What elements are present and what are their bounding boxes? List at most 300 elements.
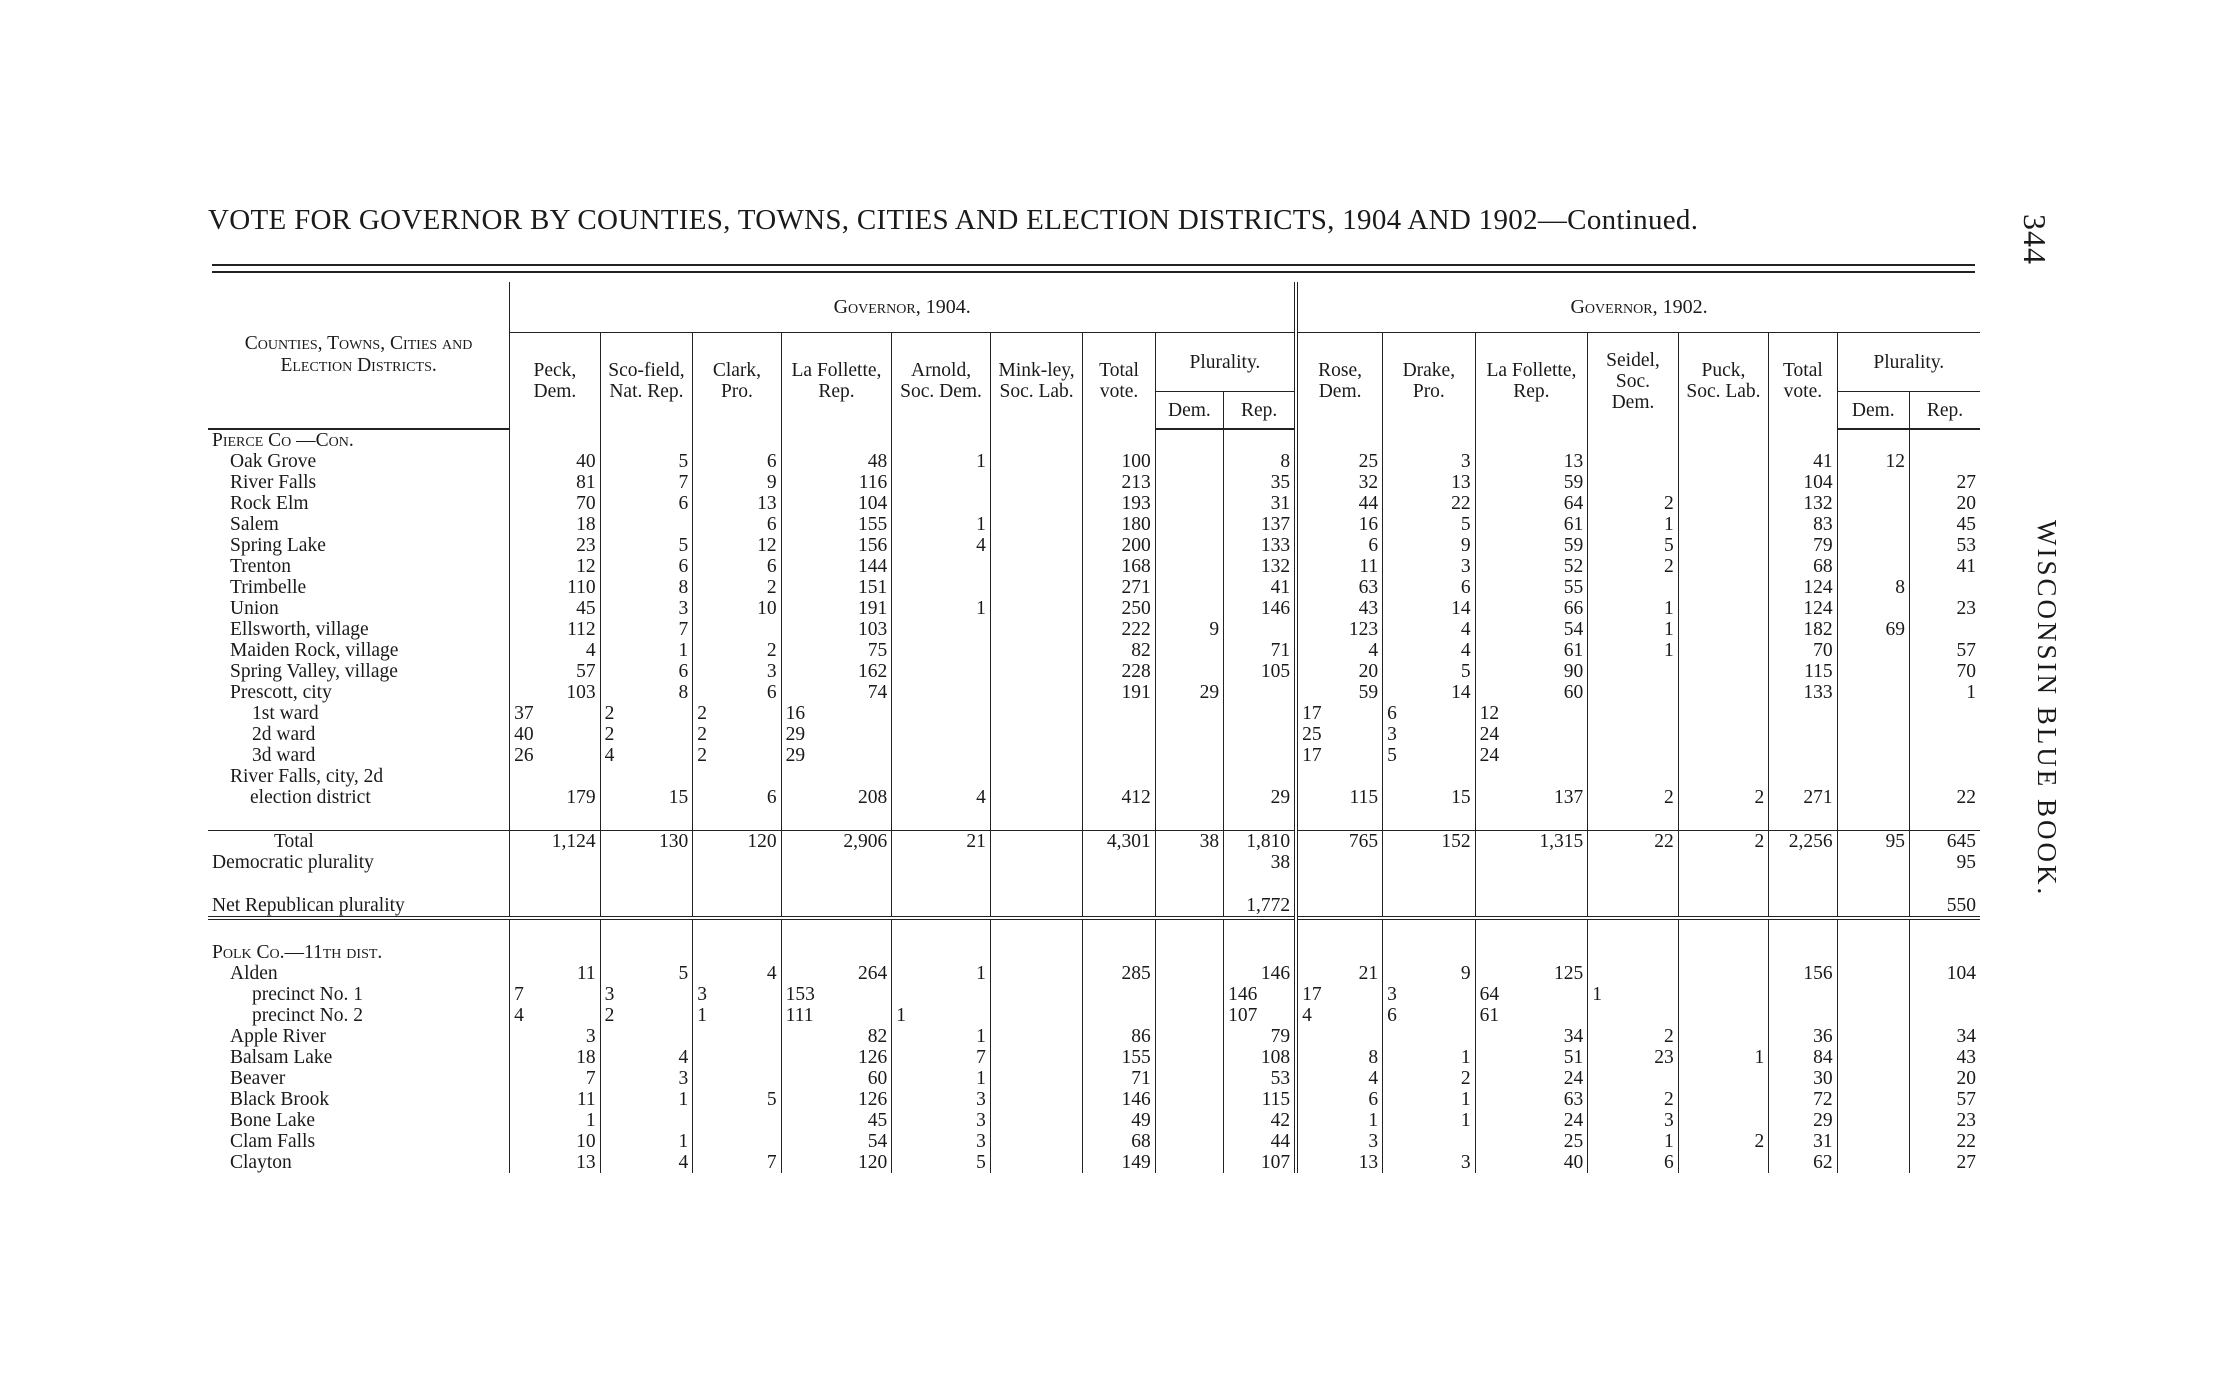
cell-value: 9 (1155, 619, 1223, 640)
cell-value: 25 (1475, 1131, 1588, 1152)
cell-value: 1 (1383, 1089, 1476, 1110)
table-row (208, 766, 1980, 808)
cell-value: 146 (1224, 598, 1297, 619)
cell-value: 213 (1083, 472, 1155, 493)
spacer (600, 808, 693, 831)
cell-value: 9 (1383, 963, 1476, 984)
cell-value: 4 (514, 1005, 524, 1026)
cell-value: 3 (693, 661, 781, 682)
cell-value: 155 (1083, 1047, 1155, 1068)
table-row (208, 514, 1980, 535)
cell-value: 38 (1155, 831, 1223, 853)
cell-value: 191 (1083, 682, 1155, 703)
cell-value: 146 (1224, 963, 1297, 984)
cell-value (1155, 1110, 1223, 1131)
cell-value (1678, 577, 1769, 598)
cell-value: 130 (600, 831, 693, 853)
cell-value (1588, 895, 1679, 918)
cell-value (990, 724, 1083, 745)
cell-value: 115 (1296, 766, 1382, 808)
cell-value: 5 (1588, 535, 1679, 556)
cell-value (1678, 640, 1769, 661)
cell-value: 64 (1475, 984, 1588, 1005)
cell-value: 11 (576, 963, 596, 984)
cell-value: 7 (892, 1047, 991, 1068)
col-lafollette-1904: La Follette, Rep. (781, 333, 892, 430)
cell-empty (1383, 429, 1476, 451)
cell-value: 51 (1475, 1047, 1588, 1068)
cell-value: 125 (1475, 963, 1588, 984)
row-name: River Falls (208, 472, 510, 493)
cell-empty (1383, 942, 1476, 963)
cell-value (990, 1068, 1083, 1089)
cell-value (1083, 895, 1155, 918)
spacer (892, 873, 991, 895)
cell-value: 6 (693, 766, 781, 808)
cell-value: 1,124 (510, 831, 601, 853)
cell-value: 60 (1475, 682, 1588, 703)
cell-value: 71 (1083, 1068, 1155, 1089)
cell-value (1588, 724, 1679, 745)
table-row (208, 472, 1980, 493)
cell-value: 4 (693, 963, 781, 984)
spacer (1296, 873, 1382, 895)
cell-value (1588, 745, 1679, 766)
cell-empty (600, 942, 693, 963)
governor-1902-header: Governor, 1902. (1296, 282, 1980, 333)
cell-value (1837, 535, 1909, 556)
cell-value: 37 (514, 703, 534, 724)
cell-value: 83 (1769, 514, 1837, 535)
cell-value: 48 (781, 451, 892, 472)
table-row (208, 535, 1980, 556)
running-title: WISCONSIN BLUE BOOK. (2032, 520, 2062, 898)
cell-value: 13 (1296, 1152, 1382, 1173)
spacer (208, 918, 510, 942)
cell-value: 1 (892, 1068, 991, 1089)
spacer (1769, 918, 1837, 942)
cell-value: 1 (1678, 1047, 1769, 1068)
table-row (208, 1131, 1980, 1152)
col-plurality-rep-1904: Rep. (1224, 392, 1297, 430)
cell-value: 4 (892, 766, 991, 808)
spacer (1837, 808, 1909, 831)
cell-value: 11 (576, 1089, 596, 1110)
cell-value: 8 (600, 577, 693, 598)
cell-value: 179 (566, 787, 596, 808)
cell-value (1909, 984, 1980, 1005)
row-name-line2: election district (250, 787, 371, 808)
cell-value (600, 852, 693, 873)
cell-value: 645 (1909, 831, 1980, 853)
cell-empty (1296, 942, 1382, 963)
cell-value (990, 1152, 1083, 1173)
cell-empty (1837, 429, 1909, 451)
cell-value: 3 (600, 598, 693, 619)
spacer (208, 808, 510, 831)
cell-value: 112 (567, 619, 596, 640)
cell-value: 9 (693, 472, 781, 493)
cell-value: 13 (693, 493, 781, 514)
cell-value: 115 (1224, 1089, 1297, 1110)
cell-value (1083, 745, 1155, 766)
row-name: Oak Grove (208, 451, 510, 472)
cell-empty (1224, 942, 1297, 963)
cell-empty (1083, 942, 1155, 963)
cell-value: 6 (1383, 577, 1476, 598)
cell-value: 1 (892, 963, 991, 984)
vote-table (208, 282, 1980, 1173)
cell-value: 27 (1909, 472, 1980, 493)
name-column-header: Counties, Towns, Cities and Election Districts. (208, 282, 510, 429)
cell-value: 153 (781, 984, 892, 1005)
cell-value: 64 (1475, 493, 1588, 514)
cell-empty (693, 429, 781, 451)
cell-value: 57 (576, 661, 596, 682)
cell-value (990, 1005, 1083, 1026)
cell-value: 107 (1224, 1152, 1297, 1173)
cell-value (1155, 598, 1223, 619)
cell-value (1155, 1068, 1223, 1089)
cell-value (1155, 703, 1223, 724)
col-lafollette-1902: La Follette, Rep. (1475, 333, 1588, 430)
cell-value (1083, 984, 1155, 1005)
col-plurality-dem-1902: Dem. (1837, 392, 1909, 430)
cell-value: 29 (1769, 1110, 1837, 1131)
cell-empty (1837, 942, 1909, 963)
cell-value (1837, 682, 1909, 703)
cell-value (892, 852, 991, 873)
cell-value: 7 (600, 619, 693, 640)
cell-empty (1224, 429, 1297, 451)
cell-value (1155, 745, 1223, 766)
cell-value (1083, 852, 1155, 873)
cell-value (1155, 1005, 1223, 1026)
cell-value (1678, 514, 1769, 535)
cell-value: 264 (781, 963, 892, 984)
cell-value: 41 (1224, 577, 1297, 598)
cell-value: 193 (1083, 493, 1155, 514)
cell-value (693, 1131, 781, 1152)
cell-value: 31 (1224, 493, 1297, 514)
cell-value (1678, 661, 1769, 682)
spacer (1155, 873, 1223, 895)
row-name: precinct No. 2 (208, 1005, 510, 1026)
cell-value (1678, 1005, 1769, 1026)
cell-value (1769, 724, 1837, 745)
cell-value: 60 (781, 1068, 892, 1089)
cell-value: 2 (600, 1005, 693, 1026)
cell-value: 70 (1769, 640, 1837, 661)
cell-value: 5 (1383, 661, 1476, 682)
row-name: Balsam Lake (208, 1047, 510, 1068)
cell-value: 23 (576, 535, 596, 556)
cell-value (990, 895, 1083, 918)
cell-value (990, 1110, 1083, 1131)
cell-value (1678, 703, 1769, 724)
table-row (208, 1152, 1980, 1173)
cell-value: 22 (1909, 1131, 1980, 1152)
cell-value: 45 (576, 598, 596, 619)
cell-value: 168 (1083, 556, 1155, 577)
cell-value: 6 (600, 661, 693, 682)
cell-value: 31 (1769, 1131, 1837, 1152)
cell-value (1155, 1047, 1223, 1068)
cell-value: 40 (1475, 1152, 1588, 1173)
cell-value: 20 (1909, 1068, 1980, 1089)
cell-empty (600, 429, 693, 451)
cell-value (693, 1026, 781, 1047)
cell-value: 1 (1588, 1131, 1679, 1152)
cell-value (1224, 745, 1297, 766)
cell-value: 2 (1588, 556, 1679, 577)
cell-value: 53 (1224, 1068, 1297, 1089)
cell-value (1769, 1005, 1837, 1026)
cell-value: 412 (1083, 766, 1155, 808)
cell-value: 271 (1769, 766, 1837, 808)
cell-value: 70 (1909, 661, 1980, 682)
cell-value: 271 (1083, 577, 1155, 598)
row-name: Beaver (208, 1068, 510, 1089)
cell-value (1155, 984, 1223, 1005)
cell-value: 8 (1224, 451, 1297, 472)
spacer (990, 808, 1083, 831)
cell-value (693, 619, 781, 640)
cell-value: 5 (600, 451, 693, 472)
cell-value (1837, 1110, 1909, 1131)
cell-value (1588, 682, 1679, 703)
cell-value: 54 (1475, 619, 1588, 640)
cell-empty (1769, 942, 1837, 963)
cell-value: 5 (600, 535, 693, 556)
cell-value: 1 (1909, 682, 1980, 703)
cell-value: 1 (693, 1005, 781, 1026)
cell-value (892, 577, 991, 598)
cell-value (600, 895, 693, 918)
cell-value: 90 (1475, 661, 1588, 682)
cell-value (1909, 619, 1980, 640)
cell-value (1909, 1005, 1980, 1026)
cell-value: 14 (1383, 598, 1476, 619)
cell-value: 1 (892, 451, 991, 472)
cell-empty (1083, 429, 1155, 451)
cell-value (1909, 703, 1980, 724)
cell-value: 2 (693, 724, 781, 745)
cell-value (990, 682, 1083, 703)
cell-value: 10 (693, 598, 781, 619)
cell-value: 4 (1383, 619, 1476, 640)
cell-value (1155, 472, 1223, 493)
cell-value (1837, 1026, 1909, 1047)
cell-value: 13 (1383, 472, 1476, 493)
cell-value: 104 (781, 493, 892, 514)
cell-value: 1 (1588, 619, 1679, 640)
cell-value: 133 (1224, 535, 1297, 556)
cell-value: 12 (1837, 451, 1909, 472)
cell-value (1588, 1068, 1679, 1089)
row-name: 2d ward (208, 724, 510, 745)
cell-value (1224, 682, 1297, 703)
cell-value (892, 619, 991, 640)
table-row (208, 429, 1980, 451)
cell-value (1155, 514, 1223, 535)
spacer (1224, 873, 1297, 895)
cell-value: 100 (1083, 451, 1155, 472)
spacer (1769, 873, 1837, 895)
cell-value (1678, 451, 1769, 472)
cell-value (1224, 703, 1297, 724)
cell-value: 3 (892, 1110, 991, 1131)
cell-value (892, 556, 991, 577)
spacer (1296, 808, 1382, 831)
row-name: Clam Falls (208, 1131, 510, 1152)
cell-value (1588, 852, 1679, 873)
col-seidel: Seidel, Soc. Dem. (1588, 333, 1679, 430)
cell-value: 2 (1383, 1068, 1476, 1089)
cell-value: 55 (1475, 577, 1588, 598)
cell-value: 23 (1909, 1110, 1980, 1131)
cell-empty (693, 942, 781, 963)
cell-value (1678, 724, 1769, 745)
cell-value (1155, 661, 1223, 682)
cell-value (781, 852, 892, 873)
cell-value: 79 (1769, 535, 1837, 556)
cell-value (1678, 619, 1769, 640)
cell-value: 116 (781, 472, 892, 493)
cell-value (1383, 1131, 1476, 1152)
cell-value: 137 (1224, 514, 1297, 535)
cell-value: 156 (1769, 963, 1837, 984)
cell-value: 10 (576, 1131, 596, 1152)
cell-value: 6 (693, 514, 781, 535)
spacer (1909, 808, 1980, 831)
row-name: Apple River (208, 1026, 510, 1047)
top-rule (212, 264, 1975, 266)
cell-value: 1,315 (1475, 831, 1588, 853)
cell-value (1769, 703, 1837, 724)
cell-value: 66 (1475, 598, 1588, 619)
cell-empty (1909, 942, 1980, 963)
spacer (1475, 918, 1588, 942)
cell-value (781, 895, 892, 918)
row-name: Maiden Rock, village (208, 640, 510, 661)
cell-value: 17 (1296, 703, 1382, 724)
row-name: Prescott, city (208, 682, 510, 703)
cell-value: 9 (1383, 535, 1476, 556)
cell-value: 8 (1296, 1047, 1382, 1068)
cell-value (990, 1089, 1083, 1110)
cell-value (892, 703, 991, 724)
cell-value: 40 (576, 451, 596, 472)
cell-value (600, 514, 693, 535)
cell-value (1155, 963, 1223, 984)
table-row (208, 1026, 1980, 1047)
cell-value (1155, 852, 1223, 873)
cell-value: 71 (1224, 640, 1297, 661)
cell-value (1909, 451, 1980, 472)
cell-value (892, 895, 991, 918)
cell-value: 45 (781, 1110, 892, 1131)
cell-value: 44 (1296, 493, 1382, 514)
col-drake: Drake, Pro. (1383, 333, 1476, 430)
cell-value: 6 (1296, 1089, 1382, 1110)
cell-empty (990, 429, 1083, 451)
col-minkley: Mink-ley, Soc. Lab. (990, 333, 1083, 430)
cell-value: 3 (1383, 451, 1476, 472)
cell-value (1155, 724, 1223, 745)
cell-value: 3 (1383, 984, 1476, 1005)
cell-value: 15 (600, 766, 693, 808)
spacer (693, 918, 781, 942)
cell-value: 3 (693, 984, 781, 1005)
cell-value: 81 (576, 472, 596, 493)
spacer (1224, 808, 1297, 831)
table-row (208, 493, 1980, 514)
cell-value: 29 (781, 745, 892, 766)
cell-value: 57 (1909, 640, 1980, 661)
spacer (510, 918, 601, 942)
cell-value: 43 (1296, 598, 1382, 619)
cell-value: 62 (1769, 1152, 1837, 1173)
cell-value (990, 535, 1083, 556)
cell-value (990, 831, 1083, 853)
cell-value: 3 (892, 1089, 991, 1110)
cell-value: 34 (1475, 1026, 1588, 1047)
cell-value: 2 (693, 577, 781, 598)
cell-value: 16 (1296, 514, 1382, 535)
cell-value: 123 (1296, 619, 1382, 640)
cell-value: 5 (1383, 745, 1476, 766)
table-row (208, 598, 1980, 619)
cell-value: 1 (1588, 598, 1679, 619)
cell-value: 250 (1083, 598, 1155, 619)
row-name: Net Republican plurality (208, 895, 510, 918)
cell-value: 2 (1588, 1026, 1679, 1047)
cell-value: 24 (1475, 1068, 1588, 1089)
cell-value: 22 (1909, 766, 1980, 808)
spacer (892, 918, 991, 942)
cell-value: 4 (1296, 1005, 1382, 1026)
row-name: Pierce Co —Con. (208, 429, 510, 451)
cell-value: 5 (693, 1089, 781, 1110)
cell-value: 61 (1475, 1005, 1588, 1026)
cell-value (510, 852, 601, 873)
cell-value: 7 (514, 984, 524, 1005)
cell-value: 2,256 (1769, 831, 1837, 853)
cell-value: 17 (1296, 984, 1382, 1005)
cell-value (693, 852, 781, 873)
spacer (1083, 873, 1155, 895)
cell-value: 63 (1475, 1089, 1588, 1110)
col-plurality-dem-1904: Dem. (1155, 392, 1223, 430)
cell-value: 2 (1678, 831, 1769, 853)
cell-value (1837, 984, 1909, 1005)
cell-value (990, 963, 1083, 984)
cell-value: 2 (693, 745, 781, 766)
cell-value: 14 (1383, 682, 1476, 703)
cell-value: 126 (781, 1047, 892, 1068)
cell-value (1837, 1047, 1909, 1068)
cell-value (1769, 852, 1837, 873)
cell-value: 1 (600, 1131, 693, 1152)
cell-value: 124 (1769, 598, 1837, 619)
cell-value: 61 (1475, 640, 1588, 661)
cell-value: 151 (781, 577, 892, 598)
spacer (1837, 873, 1909, 895)
table-row (208, 577, 1980, 598)
cell-value: 32 (1296, 472, 1382, 493)
cell-value: 137 (1475, 766, 1588, 808)
